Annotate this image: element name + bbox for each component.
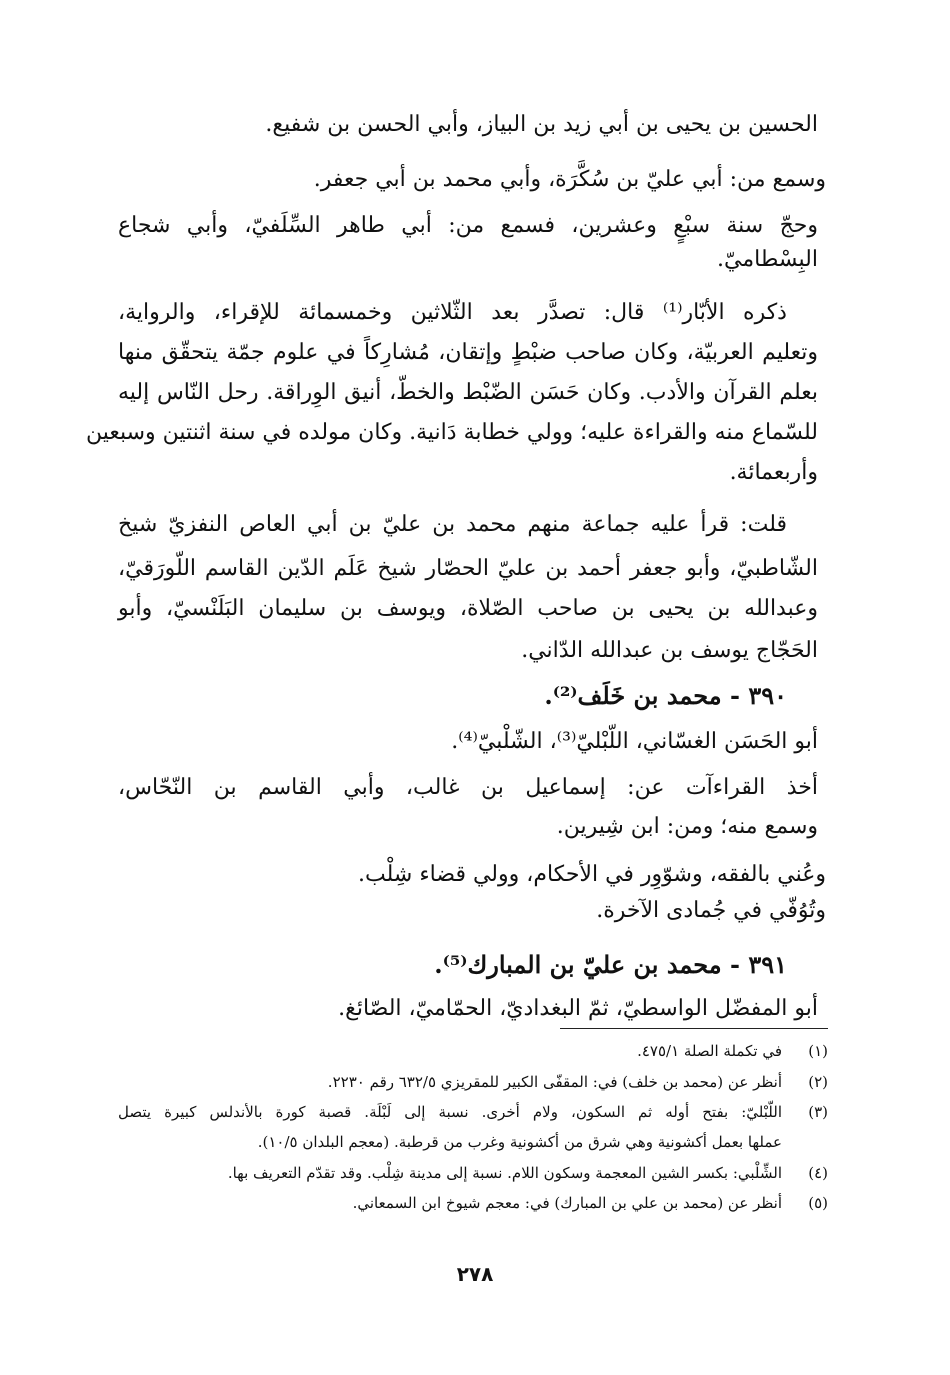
body-line: الحَجّاج يوسف بن عبدالله الدّاني. [521,638,818,663]
footnote-continuation [118,1131,782,1153]
body-line: ذكره الأبّار⁽¹⁾ قال: تصدَّر بعد الثّلاثين وخمسمائة للإقراء، والرواية، [118,300,787,325]
page-number: ٢٧٨ [456,1262,494,1286]
footnote-text: أنظر عن (محمد بن خلف) في: المقفّى الكبير للمقريزي ٦٣٢/٥ رقم ٢٢٣٠. [327,1073,782,1091]
body-line: البِسْطاميّ. [717,247,818,272]
body-line: وأربعمائة. [729,460,818,485]
footnote-number: (٥) [808,1194,828,1212]
footnote [118,1071,828,1093]
entry-title: ٣٩٠ - محمد بن خَلَف⁽²⁾. [544,681,787,710]
footnote-text: اللّبْليّ: بفتح أوله ثم السكون، ولام أخرى. نسبة إلى لَبْلَة. قصبة كورة بالأندلس كبيرة يتصل [118,1103,782,1121]
footnote-number: (٣) [808,1103,828,1121]
body-line: أبو المفضّل الواسطيّ، ثمّ البغداديّ، الحمّاميّ، الصّائغ. [338,996,818,1021]
body-line: أبو الحَسَن الغسّاني، اللّبْليّ⁽³⁾، الشّلْبيّ⁽⁴⁾. [451,729,818,754]
body-line: وسمع منه؛ ومن: ابن شِيرين. [556,814,818,839]
body-line: قلت: قرأ عليه جماعة منهم محمد بن عليّ بن أبي العاص النفزيّ شيخ [118,512,787,537]
body-line: بعلم القرآن والأدب. وكان حَسَن الضّبْط والخطّ، أنيق الوِراقة. رحل النّاس إليه [118,380,818,405]
body-line: أخذ القراءآت عن: إسماعيل بن غالب، وأبي القاسم بن النّحّاس، [118,775,818,800]
body-line: وحجّ سنة سبْعٍ وعشرين، فسمع من: أبي طاهر السِّلَفيّ، وأبي شجاع [118,213,818,238]
body-line: وسمع من: أبي عليّ بن سُكَّرَة، وأبي محمد بن أبي جعفر. [313,167,826,192]
footnote [118,1101,828,1123]
footnote-number: (٢) [808,1073,828,1091]
footnote-text: أنظر عن (محمد بن علي بن المبارك) في: معجم شيوخ ابن السمعاني. [352,1194,782,1212]
entry-title: ٣٩١ - محمد بن عليّ بن المبارك⁽⁵⁾. [434,950,787,979]
footnote-divider [560,1028,828,1029]
footnote-text: في تكملة الصلة ٤٧٥/١. [637,1042,782,1060]
body-line: الحسين بن يحيى بن أبي زيد بن البياز، وأبي الحسن بن شفيع. [265,112,818,137]
footnote-text: الشِّلْبي: بكسر الشين المعجمة وسكون اللام. نسبة إلى مدينة شِلْب. وقد تقدّم التعريف بها. [227,1164,782,1182]
body-line: وتُوُفّي في جُمادى الآخرة. [596,898,826,923]
footnote [118,1040,828,1062]
footnote-number: (١) [808,1042,828,1060]
body-line: وتعليم العربيّة، وكان صاحب ضبْطٍ وإتقان، مُشارِكاً في علوم جمّة يتحقّق منها [118,340,818,365]
body-line: الشّاطبيّ، وأبو جعفر أحمد بن عليّ الحصّار شيخ عَلَم الدّين القاسم اللّورَقيّ، [118,556,818,581]
body-line: وعبدالله بن يحيى بن صاحب الصّلاة، ويوسف بن سليمان البَلَنْسيّ، وأبو [118,596,818,621]
body-line: للسّماع منه والقراءة عليه؛ وولي خطابة دَانية. وكان مولده في سنة اثنتين وسبعين [85,420,818,445]
footnote-text: عملها بعمل أكشونية وهي شرق من أكشونية وغرب من قرطبة. (معجم البلدان ١٠/٥). [257,1133,782,1151]
footnote [118,1192,828,1214]
footnote [118,1162,828,1184]
footnote-number: (٤) [808,1164,828,1182]
body-line: وعُني بالفقه، وشوّوِر في الأحكام، وولي قضاء شِلْب. [358,862,826,887]
